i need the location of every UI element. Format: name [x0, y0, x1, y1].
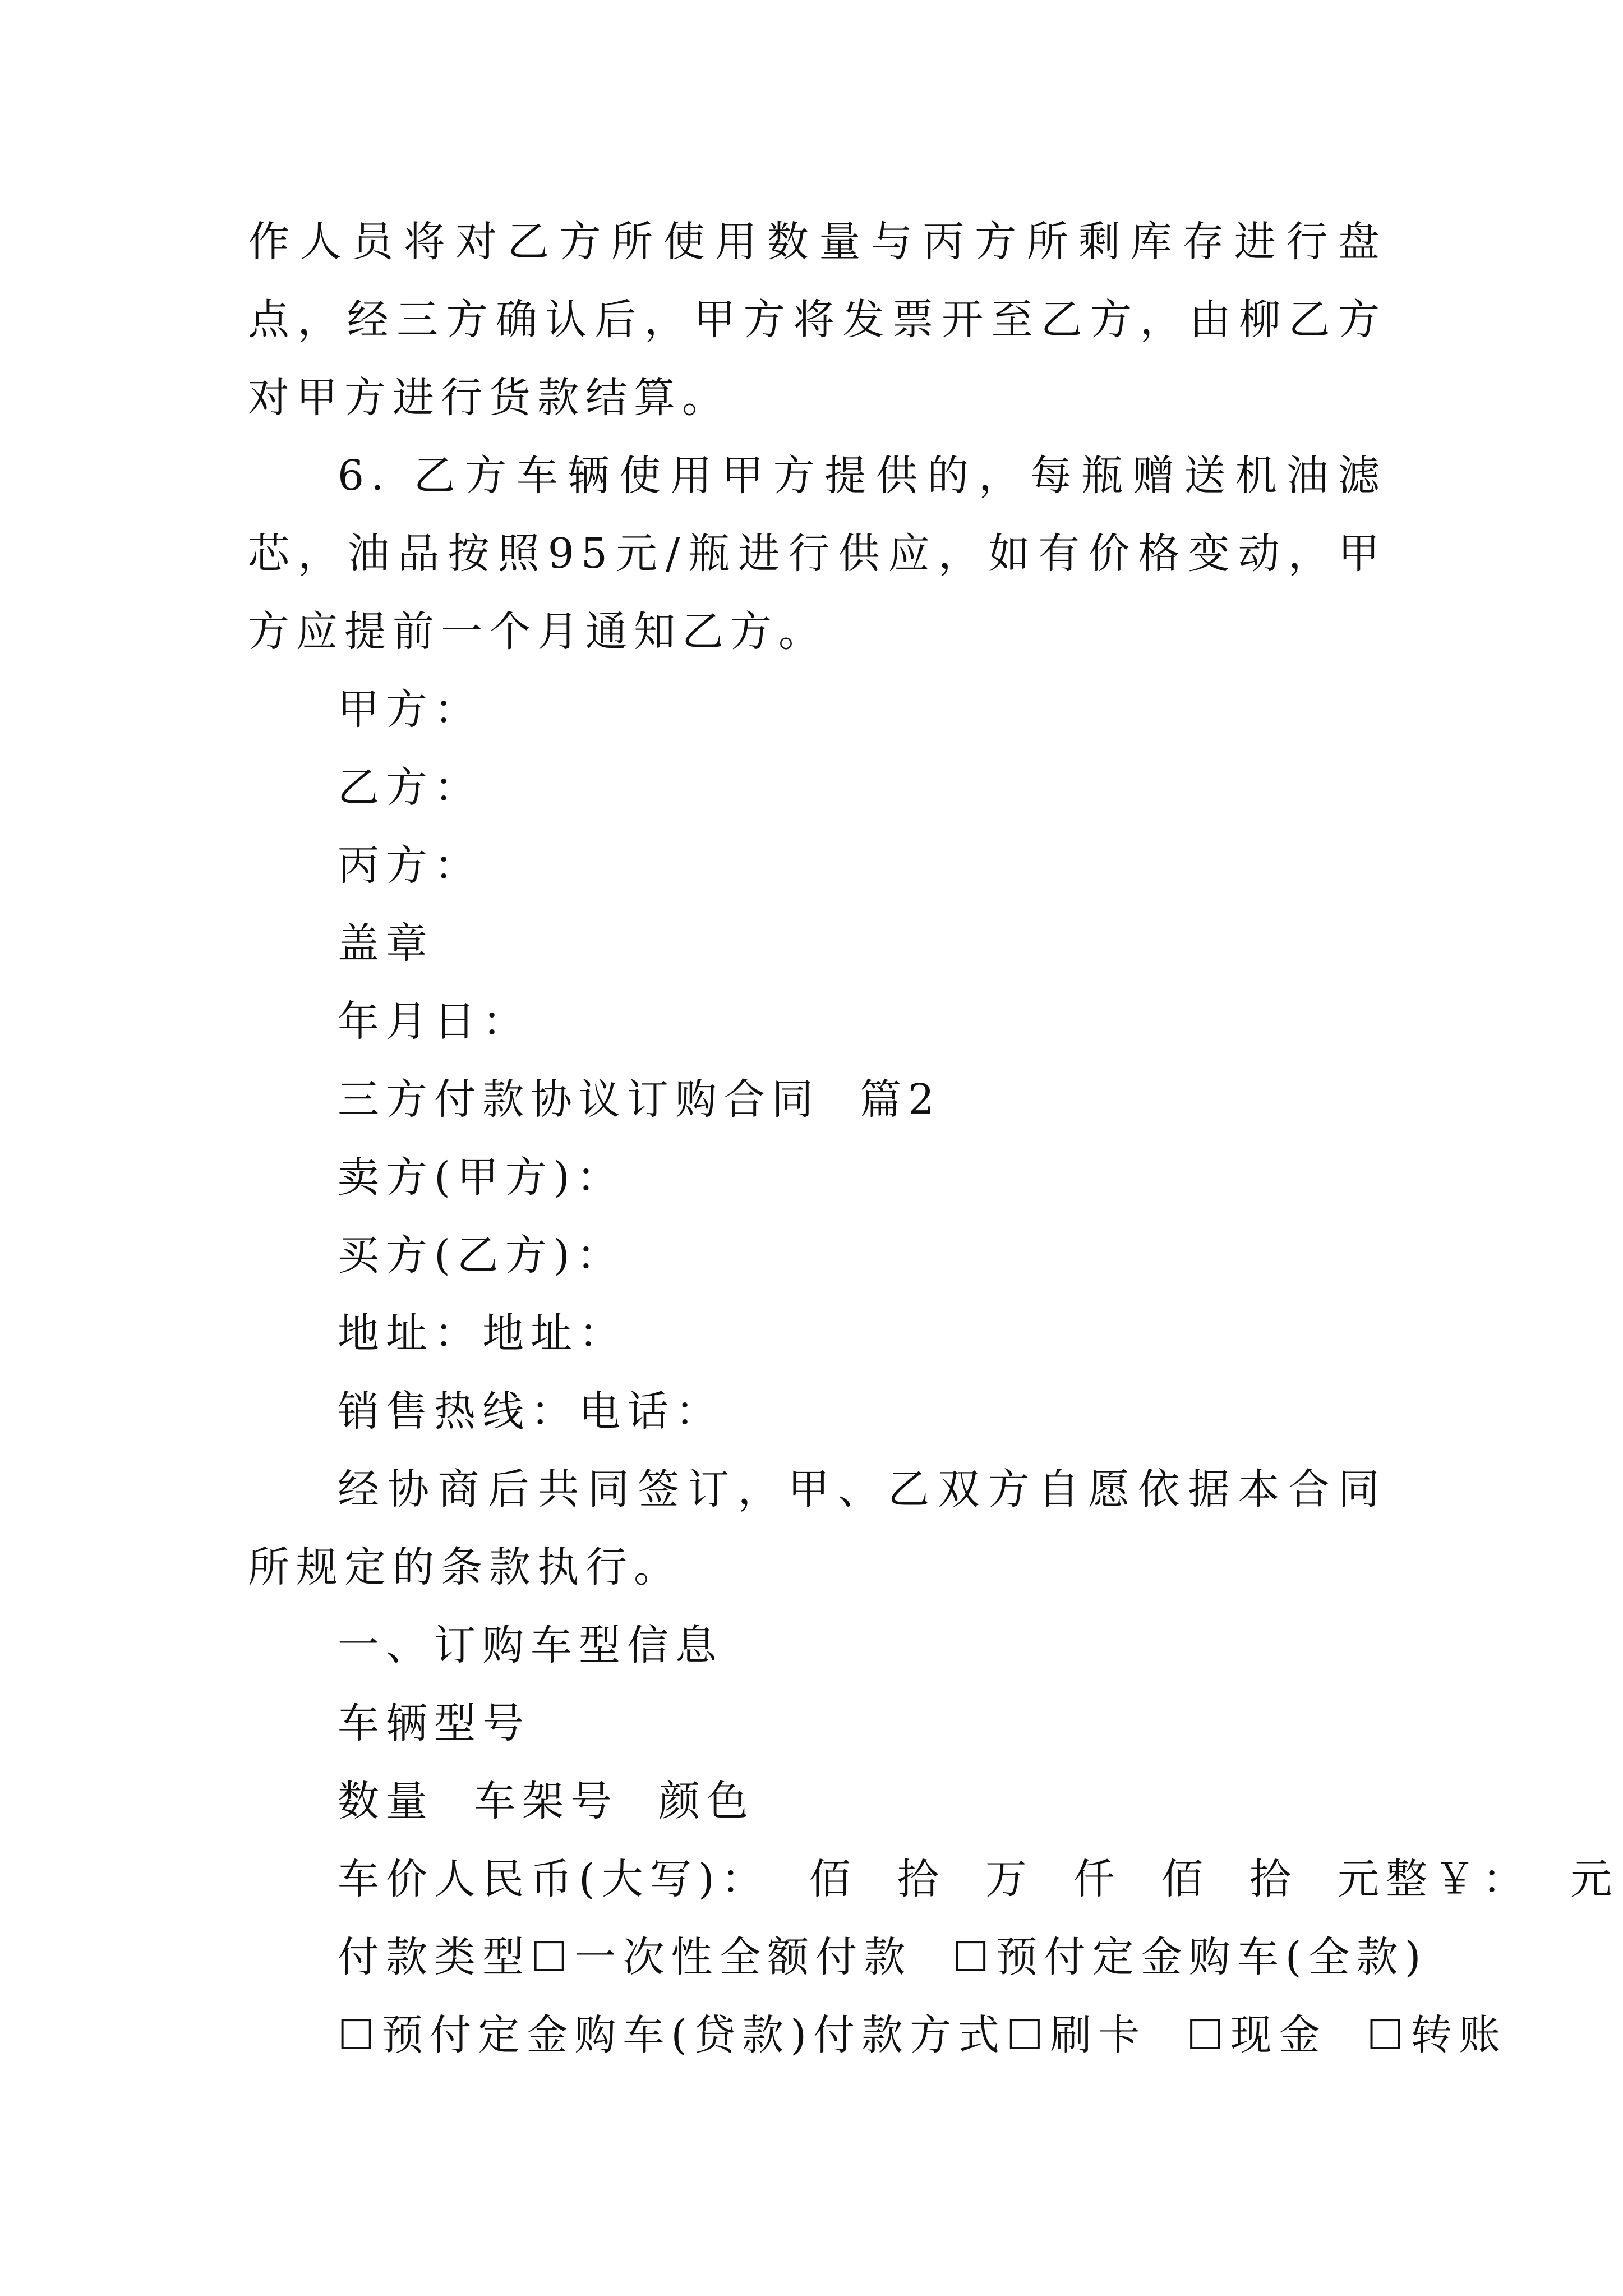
vehicle-model-label: 车辆型号 — [338, 1699, 531, 1747]
party-c-label: 丙方： — [338, 841, 482, 890]
quantity-frame-color-line: 数量 车架号 颜色 — [338, 1777, 755, 1825]
section-2-title: 三方付款协议订购合同 篇2 — [338, 1075, 942, 1124]
document-body — [248, 203, 1619, 2074]
buyer-label: 买方(乙方)： — [338, 1231, 625, 1280]
payment-method-line: ☐预付定金购车(贷款)付款方式☐刷卡 ☐现金 ☐转账 — [338, 2011, 1507, 2059]
hotline-label: 销售热线：电话： — [338, 1387, 723, 1435]
seller-label: 卖方(甲方)： — [338, 1153, 625, 1202]
party-b-label: 乙方： — [338, 763, 482, 812]
seal-label: 盖章 — [338, 919, 434, 968]
party-a-label: 甲方： — [338, 685, 482, 734]
address-label: 地址：地址： — [338, 1309, 627, 1358]
paragraph-agreement: 经协商后共同签订，甲、乙双方自愿依据本合同所规定的条款执行。 — [248, 1465, 1386, 1591]
paragraph-continuation: 作人员将对乙方所使用数量与丙方所剩库存进行盘点，经三方确认后，甲方将发票开至乙方，由柳乙方对甲方进行货款结算。 — [248, 218, 1386, 422]
paragraph-clause-6: 6. 乙方车辆使用甲方提供的，每瓶赠送机油滤芯，油品按照95元/瓶进行供应，如有价格变动，甲方应提前一个月通知乙方。 — [248, 452, 1386, 656]
price-line: 车价人民币(大写)： 佰 拾 万 仟 佰 拾 元整￥： 元 — [338, 1855, 1619, 1903]
payment-type-line: 付款类型☐一次性全额付款 ☐预付定金购车(全款) — [338, 1933, 1428, 1981]
date-label: 年月日： — [338, 997, 531, 1046]
heading-vehicle-info: 一、订购车型信息 — [338, 1621, 723, 1669]
